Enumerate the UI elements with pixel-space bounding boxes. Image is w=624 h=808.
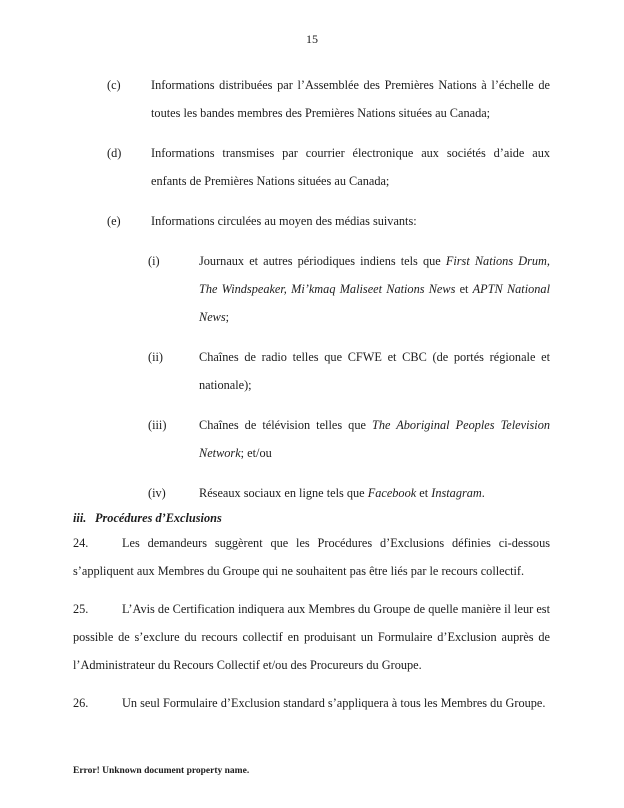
list-item-label: (i) <box>148 254 160 268</box>
list-item-iii <box>148 411 550 467</box>
text-run-italic: APTN National News <box>199 282 550 324</box>
list-item-label: (e) <box>107 214 121 228</box>
text-run: Chaînes de télévision telles que <box>199 418 372 432</box>
text-run-italic: First Nations Drum, The Windspeaker, Mi’kmaq Maliseet Nations News <box>199 254 550 296</box>
list-item-label: (iv) <box>148 486 166 500</box>
list-item-label: (c) <box>107 78 121 92</box>
section-heading-title: Procédures d’Exclusions <box>95 511 222 525</box>
paragraph-number: 25. <box>73 602 89 616</box>
list-item-e <box>107 207 550 235</box>
paragraph-25 <box>73 595 550 679</box>
list-item-text: Informations distribuées par l’Assemblée des Premières Nations à l’échelle de toutes les bandes membres des Premières Nations situées au Canada; <box>151 78 550 120</box>
text-run: et <box>455 282 473 296</box>
paragraph-number: 24. <box>73 536 89 550</box>
text-run: ; et/ou <box>240 446 272 460</box>
list-item-label: (d) <box>107 146 122 160</box>
paragraph-text: Un seul Formulaire d’Exclusion standard s’appliquera à tous les Membres du Groupe. <box>122 696 546 710</box>
text-run: ; <box>225 310 230 324</box>
list-item-text: Informations transmises par courrier électronique aux sociétés d’aide aux enfants de Premières Nations situées au Canada; <box>151 146 550 188</box>
paragraph-24 <box>73 529 550 585</box>
text-run: Chaînes de radio telles que CFWE et CBC (de portés régionale et nationale); <box>199 350 550 392</box>
paragraph-number: 26. <box>73 696 89 710</box>
text-run-italic: Facebook <box>367 486 417 500</box>
list-item-label: (ii) <box>148 350 164 364</box>
list-item-label: (iii) <box>148 418 167 432</box>
list-item-d <box>107 139 550 195</box>
section-heading-numeral: iii. <box>73 511 87 525</box>
paragraph-text: Les demandeurs suggèrent que les Procédures d’Exclusions définies ci-dessous s’appliquent aux Membres du Groupe qui ne souhaitent pas être liés par le recours collectif. <box>73 536 550 578</box>
list-item-c <box>107 71 550 127</box>
section-heading <box>73 507 550 529</box>
list-item-ii <box>148 343 550 399</box>
text-run: Réseaux sociaux en ligne tels que <box>199 486 368 500</box>
paragraph-text: L’Avis de Certification indiquera aux Membres du Groupe de quelle manière il leur est possible de s’exclure du recours collectif en produisant un Formulaire d’Exclusion auprès de l’Administrateur du Recours Collectif et/ou des Procureurs du Groupe. <box>73 602 550 672</box>
footer-error-text: Error! Unknown document property name. <box>73 766 250 776</box>
text-run-italic: The Aboriginal Peoples Television Network <box>199 418 550 460</box>
list-item-text: Informations circulées au moyen des médias suivants: <box>151 214 417 228</box>
text-run-italic: Instagram <box>431 486 482 500</box>
text-run: Journaux et autres périodiques indiens tels que <box>199 254 446 268</box>
page-number: 15 <box>306 32 318 46</box>
list-item-iv <box>148 479 550 507</box>
text-run: . <box>481 486 485 500</box>
paragraph-26 <box>73 689 550 717</box>
list-item-i <box>148 247 550 331</box>
text-run: et <box>416 486 432 500</box>
